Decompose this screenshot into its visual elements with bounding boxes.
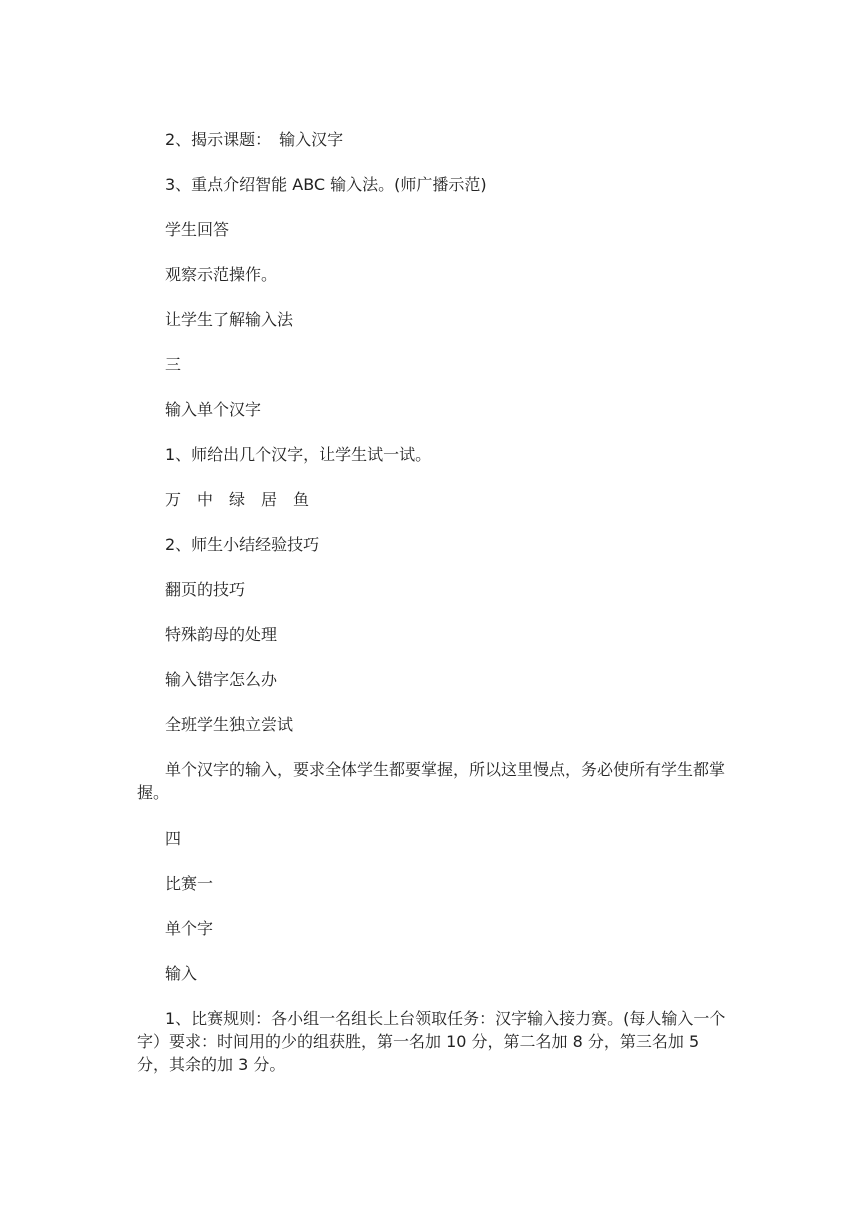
paragraph-reveal-topic: 2、揭示课题： 输入汉字 [165,130,344,149]
section-heading-three: 三 [165,355,182,374]
section-heading-four: 四 [165,829,182,848]
paragraph-single-char: 单个字 [165,919,214,938]
paragraph-introduce-abc: 3、重点介绍智能 ABC 输入法。(师广播示范) [165,175,487,194]
paragraph-students-answer: 学生回答 [165,220,230,239]
paragraph-page-turn-tips: 翻页的技巧 [165,580,246,599]
paragraph-input: 输入 [165,964,198,983]
paragraph-single-char-requirement: 单个汉字的输入，要求全体学生都要掌握，所以这里慢点，务必使所有学生都掌握。 [137,760,726,802]
paragraph-competition-one: 比赛一 [165,874,214,893]
paragraph-special-finals: 特殊韵母的处理 [165,625,278,644]
paragraph-summary-tips: 2、师生小结经验技巧 [165,535,320,554]
paragraph-observe-demo: 观察示范操作。 [165,265,278,284]
paragraph-class-try: 全班学生独立尝试 [165,715,294,734]
paragraph-single-char-input: 输入单个汉字 [165,400,262,419]
paragraph-teacher-gives-chars: 1、师给出几个汉字，让学生试一试。 [165,445,432,464]
paragraph-wrong-char: 输入错字怎么办 [165,670,278,689]
paragraph-understand-input: 让学生了解输入法 [165,310,294,329]
paragraph-competition-rules: 1、比赛规则：各小组一名组长上台领取任务：汉字输入接力赛。(每人输入一个字）要求：时间用的少的组获胜，第一名加 10 分，第二名加 8 分，第三名加 5 分，其余的加 3 分。 [137,1009,726,1074]
paragraph-example-chars: 万 中 绿 居 鱼 [165,490,310,509]
